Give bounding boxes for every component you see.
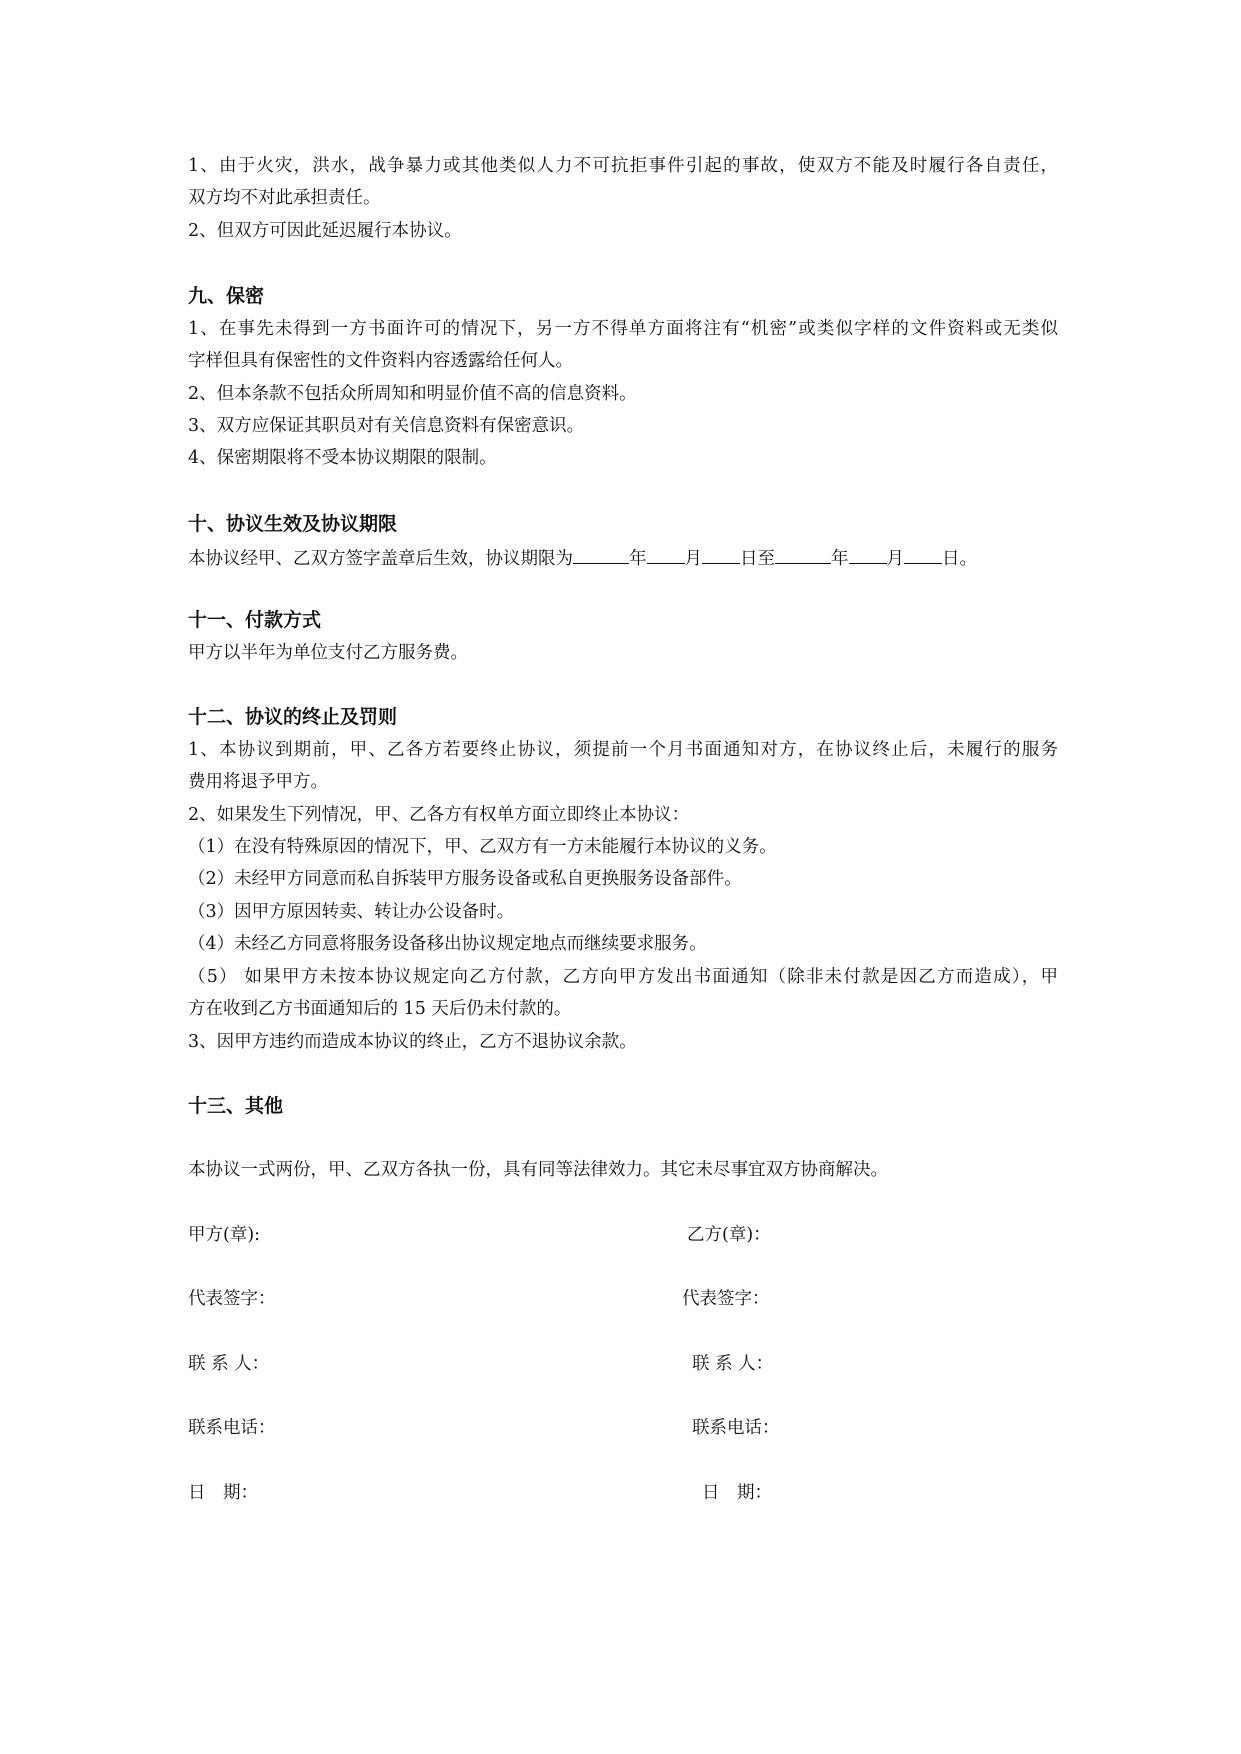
- termination-sub-5-line-1: （5） 如果甲方未按本协议规定向乙方付款，乙方向甲方发出书面通知（除非未付款是因乙方而造成），甲: [188, 967, 1058, 987]
- confidentiality-item-2: 2、但本条款不包括众所周知和明显价值不高的信息资料。: [188, 384, 637, 404]
- year-label: 年: [629, 549, 647, 569]
- party-a-contact-label: 联 系 人：: [188, 1354, 270, 1374]
- party-b-date-label: 日 期：: [702, 1483, 772, 1503]
- effect-text: 本协议经甲、乙双方签字盖章后生效，协议期限为: [188, 549, 573, 569]
- confidentiality-item-1-line-1: 1、在事先未得到一方书面许可的情况下，另一方不得单方面将注有“机密”或类似字样的文件资料或无类似: [188, 319, 1058, 339]
- section-heading-other: 十三、其他: [188, 1095, 284, 1117]
- force-majeure-item-1-line-1: 1、由于火灾，洪水，战争暴力或其他类似人力不可抗拒事件引起的事故，使双方不能及时履行各自责任，: [188, 156, 1058, 176]
- month-label: 月: [886, 549, 904, 569]
- section-heading-termination: 十二、协议的终止及罚则: [188, 706, 398, 728]
- blank-start-month: [647, 545, 685, 564]
- section-heading-payment: 十一、付款方式: [188, 609, 322, 631]
- confidentiality-item-1-line-2: 字样但具有保密性的文件资料内容透露给任何人。: [188, 351, 573, 371]
- termination-item-2: 2、如果发生下列情况，甲、乙各方有权单方面立即终止本协议：: [188, 805, 690, 825]
- blank-end-month: [849, 545, 887, 564]
- termination-sub-3: （3）因甲方原因转卖、转让办公设备时。: [188, 902, 515, 922]
- party-a-representative-label: 代表签字：: [188, 1289, 276, 1309]
- force-majeure-item-1-line-2: 双方均不对此承担责任。: [188, 188, 381, 208]
- force-majeure-item-2: 2、但双方可因此延迟履行本协议。: [188, 221, 462, 241]
- party-b-phone-label: 联系电话：: [692, 1418, 780, 1438]
- termination-item-3: 3、因甲方违约而造成本协议的终止，乙方不退协议余款。: [188, 1032, 637, 1052]
- party-a-seal-label: 甲方(章):: [188, 1225, 261, 1245]
- other-text: 本协议一式两份，甲、乙双方各执一份，具有同等法律效力。其它未尽事宜双方协商解决。: [188, 1160, 888, 1180]
- termination-item-1-line-2: 费用将退予甲方。: [188, 772, 328, 792]
- payment-text: 甲方以半年为单位支付乙方服务费。: [188, 643, 468, 663]
- effect-term-line: [188, 545, 1058, 571]
- party-b-contact-label: 联 系 人：: [692, 1354, 774, 1374]
- blank-start-year: [573, 545, 629, 564]
- section-heading-effect: 十、协议生效及协议期限: [188, 513, 398, 535]
- blank-start-day: [702, 545, 740, 564]
- termination-sub-2: （2）未经甲方同意而私自拆装甲方服务设备或私自更换服务设备部件。: [188, 869, 742, 889]
- year-label: 年: [831, 549, 849, 569]
- month-label: 月: [684, 549, 702, 569]
- party-b-seal-label: 乙方(章)：: [687, 1225, 771, 1245]
- blank-end-day: [904, 545, 942, 564]
- termination-sub-1: （1）在没有特殊原因的情况下，甲、乙双方有一方未能履行本协议的义务。: [188, 837, 777, 857]
- termination-item-1-line-1: 1、本协议到期前，甲、乙各方若要终止协议，须提前一个月书面通知对方，在协议终止后，未履行的服务: [188, 740, 1058, 760]
- termination-sub-5-line-2: 方在收到乙方书面通知后的 15 天后仍未付款的。: [188, 999, 572, 1019]
- day-end-label: 日。: [942, 549, 977, 569]
- party-b-representative-label: 代表签字：: [682, 1289, 770, 1309]
- confidentiality-item-3: 3、双方应保证其职员对有关信息资料有保密意识。: [188, 416, 585, 436]
- blank-end-year: [775, 545, 831, 564]
- party-a-phone-label: 联系电话：: [188, 1418, 276, 1438]
- party-a-date-label: 日 期：: [188, 1483, 258, 1503]
- day-to-label: 日至: [740, 549, 775, 569]
- termination-sub-4: （4）未经乙方同意将服务设备移出协议规定地点而继续要求服务。: [188, 934, 707, 954]
- section-heading-confidentiality: 九、保密: [188, 285, 265, 307]
- confidentiality-item-4: 4、保密期限将不受本协议期限的限制。: [188, 448, 497, 468]
